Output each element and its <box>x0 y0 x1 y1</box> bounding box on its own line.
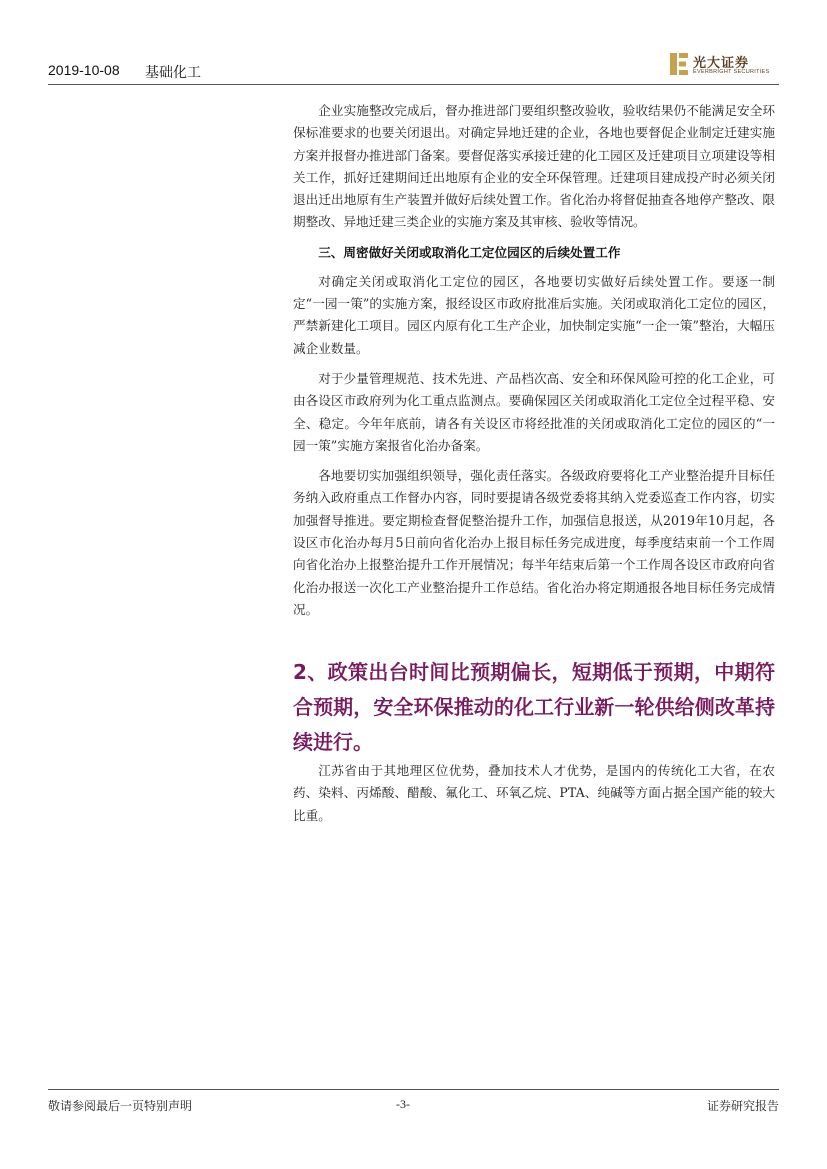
logo-text-cn: 光大证券 <box>693 56 750 71</box>
body-paragraph: 各地要切实加强组织领导，强化责任落实。各级政府要将化工产业整治提升目标任务纳入政府重点工作督办内容，同时要提请各级党委将其纳入党委巡查工作内容，切实加强督导推进。要定期检查督促整治提升工作，加强信息报送，从2019年10月起，各设区市化治办每月5日前向省化治办上报目标任务完成进度，每季度结束前一个工作周向省化治办上报整治提升工作开展情况；每半年结束后第一个工作周各设区市政府向省化治办报送一次化工产业整治提升工作总结。省化治办将定期通报各地目标任务完成情况。 <box>293 468 775 617</box>
logo-text-en: EVERBRIGHT SECURITIES <box>693 69 770 75</box>
footer-divider <box>48 1089 779 1090</box>
company-logo <box>669 50 779 80</box>
body-paragraph: 企业实施整改完成后，督办推进部门要组织整改验收，验收结果仍不能满足安全环保标准要求的也要关闭退出。对确定异地迁建的企业，各地也要督促企业制定迁建实施方案并报督办推进部门备案。要督促落实承接迁建的化工园区及迁建项目立项建设等相关工作，抓好迁建期间迁出地原有企业的安全环保管理。迁建项目建成投产时必须关闭退出迁出地原有生产装置并做好后续处置工作。省化治办将督促抽查各地停产整改、限期整改、异地迁建三类企业的实施方案及其审核、验收等情况。 <box>293 103 775 230</box>
main-content <box>293 100 775 629</box>
footer-disclaimer: 敬请参阅最后一页特别声明 <box>48 1099 193 1113</box>
footer-report-type: 证券研究报告 <box>706 1099 779 1113</box>
section-heading: 三、周密做好关闭或取消化工定位园区的后续处置工作 <box>318 244 621 260</box>
page-header <box>48 44 779 84</box>
header-divider <box>48 84 779 85</box>
body-paragraph: 对确定关闭或取消化工定位的园区，各地要切实做好后续处置工作。要逐一制定“一园一策”的实施方案，报经设区市政府批准后实施。关闭或取消化工定位的园区，严禁新建化工项目。园区内原有化工生产企业，加快制定实施“一企一策”整治，大幅压减企业数量。 <box>293 273 775 356</box>
everbright-logo-icon <box>669 52 689 76</box>
major-heading: 2、政策出台时间比预期偏长，短期低于预期，中期符合预期，安全环保推动的化工行业新一轮供给侧改革持续进行。 <box>293 660 775 754</box>
report-date: 2019-10-08 <box>48 62 120 78</box>
page-number: -3- <box>396 1097 410 1111</box>
body-paragraph: 江苏省由于其地理区位优势，叠加技术人才优势，是国内的传统化工大省，在农药、染料、丙烯酸、醋酸、氟化工、环氧乙烷、PTA、纯碱等方面占据全国产能的较大比重。 <box>293 763 775 823</box>
bottom-content <box>293 760 775 835</box>
sector-name: 基础化工 <box>145 65 201 81</box>
body-paragraph: 对于少量管理规范、技术先进、产品档次高、安全和环保风险可控的化工企业，可由各设区市政府列为化工重点监测点。要确保园区关闭或取消化工定位全过程平稳、安全、稳定。今年年底前，请各有关设区市将经批准的关闭或取消化工定位的园区的“一园一策”实施方案报省化治办备案。 <box>293 370 775 453</box>
